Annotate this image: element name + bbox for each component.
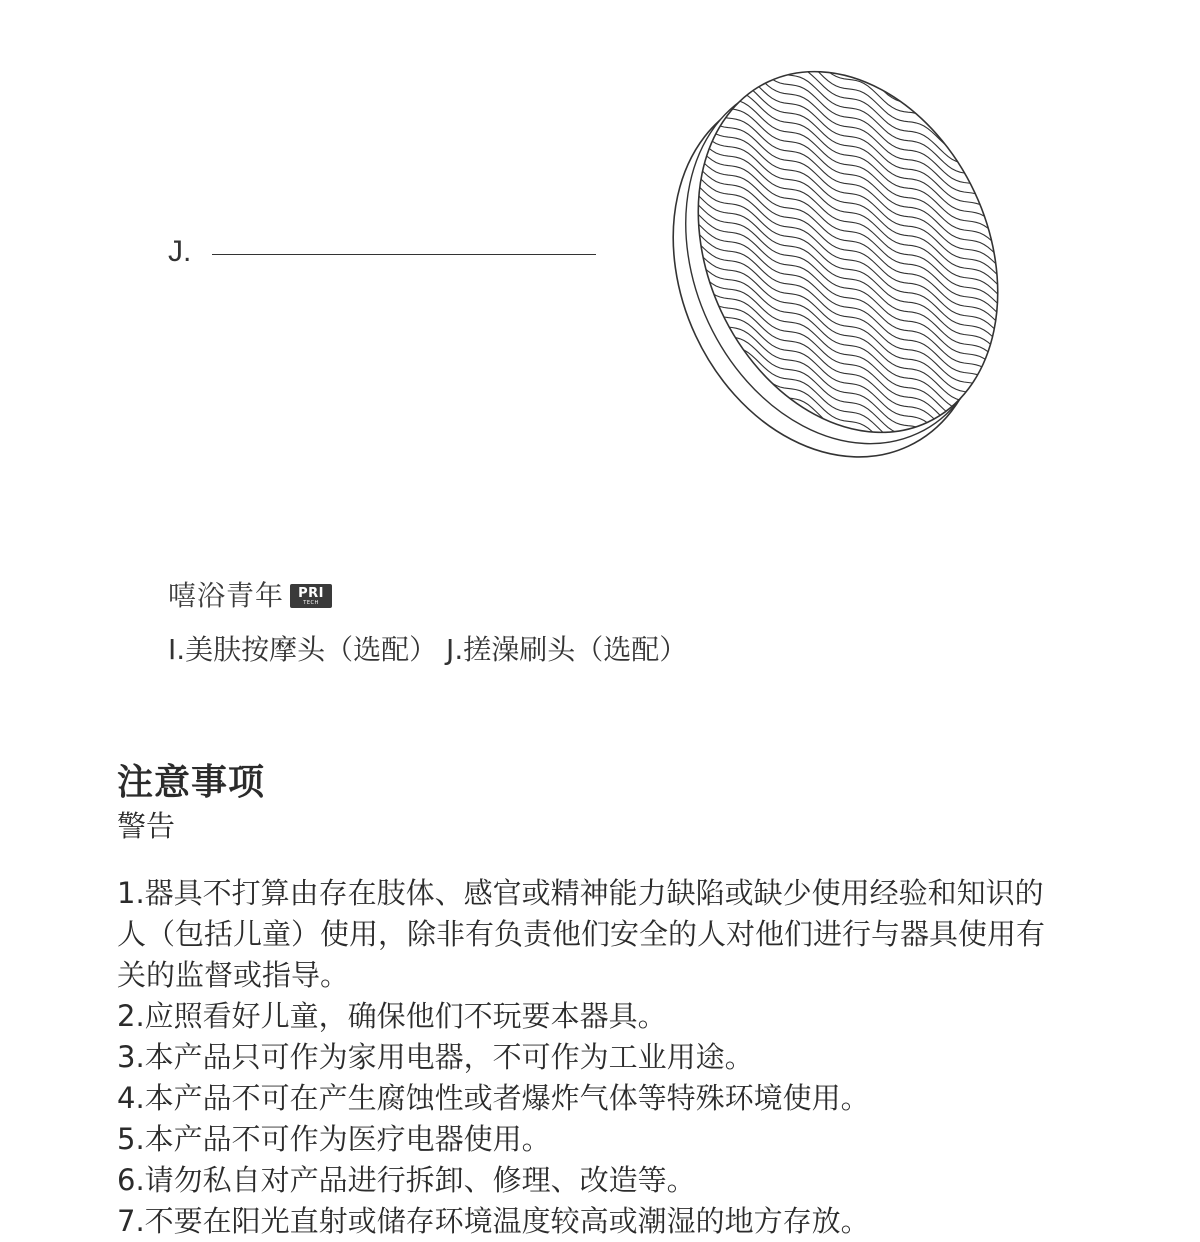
callout-label-j: J. [168,235,192,268]
brand-name: 嘻浴青年 [168,579,285,612]
bristle-wave-line [640,463,1020,490]
section-title: 注意事项 [117,762,266,803]
brand-row [168,576,332,616]
bristle-wave-line [640,453,1020,490]
scrub-brush-head-illustration [640,50,1020,490]
brand-badge-sub: TECH [303,599,319,606]
bristle-wave-line [640,50,1020,67]
bristle-wave-line [640,472,1020,490]
warning-item: 7.不要在阳光直射或储存环境温度较高或潮湿的地方存放。 [117,1204,870,1238]
callout-leader-line [212,254,596,255]
bristle-wave-line [640,50,1020,57]
bristle-wave-line [640,482,1020,490]
warning-item: 2.应照看好儿童，确保他们不玩要本器具。 [117,999,667,1033]
brand-logo-badge [290,584,332,608]
warning-item: 4.本产品不可在产生腐蚀性或者爆炸气体等特殊环境使用。 [117,1081,870,1115]
warning-item: 1.器具不打算由存在肢体、感官或精神能力缺陷或缺少使用经验和知识的人（包括儿童）使用，除非有负责他们安全的人对他们进行与器具使用有关的监督或指导。 [117,876,1046,992]
warning-item: 6.请勿私自对产品进行拆卸、修理、改造等。 [117,1163,696,1197]
section-subtitle: 警告 [117,809,176,843]
warning-item: 5.本产品不可作为医疗电器使用。 [117,1122,551,1156]
brand-badge-main: PRI [298,585,324,601]
figure-caption: I.美肤按摩头（选配） J.搓澡刷头（选配） [168,633,688,666]
warning-item: 3.本产品只可作为家用电器，不可作为工业用途。 [117,1040,754,1074]
warning-list [117,873,1057,1242]
